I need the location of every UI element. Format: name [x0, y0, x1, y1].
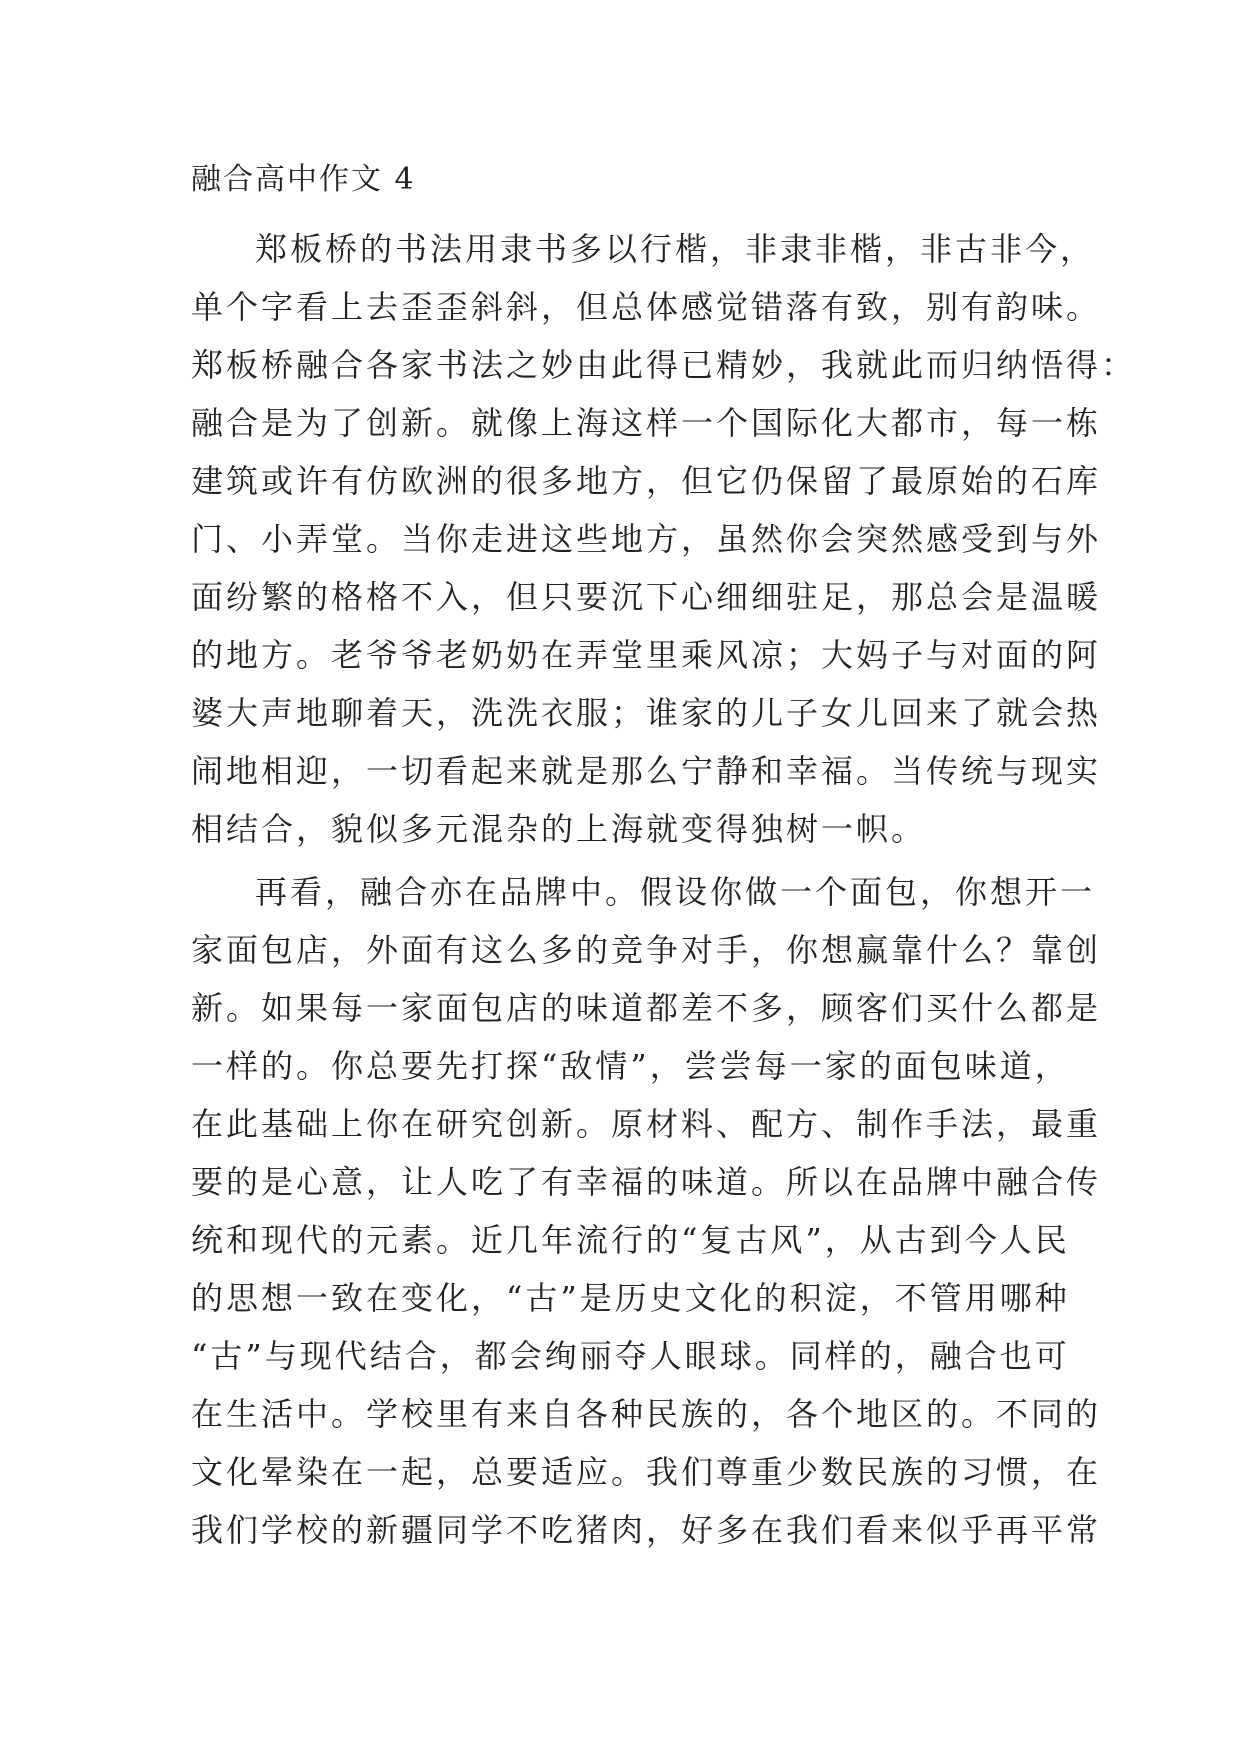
- text-line: 统和现代的元素。近几年流行的“复古风”，从古到今人民: [191, 1221, 1070, 1259]
- text-line: 建筑或许有仿欧洲的很多地方，但它仍保留了最原始的石库: [191, 462, 1102, 500]
- text-line: 相结合，貌似多元混杂的上海就变得独树一帜。: [191, 810, 927, 848]
- text-line: 要的是心意，让人吃了有幸福的味道。所以在品牌中融合传: [191, 1163, 1102, 1201]
- document-title: 融合高中作文 4: [191, 162, 416, 197]
- document-body: [191, 220, 1137, 1559]
- text-line: 融合是为了创新。就像上海这样一个国际化大都市，每一栋: [191, 404, 1102, 442]
- text-line: 婆大声地聊着天，洗洗衣服；谁家的儿子女儿回来了就会热: [191, 694, 1102, 732]
- paragraph-1: [191, 220, 1137, 858]
- text-line: 的思想一致在变化，“古”是历史文化的积淀，不管用哪种: [191, 1279, 1070, 1317]
- text-line: 新。如果每一家面包店的味道都差不多，顾客们买什么都是: [191, 989, 1102, 1027]
- text-line: 家面包店，外面有这么多的竞争对手，你想赢靠什么？靠创: [191, 931, 1102, 969]
- text-line: 一样的。你总要先打探“敌情”，尝尝每一家的面包味道，: [191, 1047, 1070, 1085]
- text-line: 郑板桥的书法用隶书多以行楷，非隶非楷，非古非今，: [255, 230, 1096, 268]
- text-line: 闹地相迎，一切看起来就是那么宁静和幸福。当传统与现实: [191, 752, 1102, 790]
- text-line: “古”与现代结合，都会绚丽夺人眼球。同样的，融合也可: [191, 1337, 1070, 1375]
- paragraph-2: [191, 863, 1102, 1559]
- text-line: 面纷繁的格格不入，但只要沉下心细细驻足，那总会是温暖: [191, 578, 1102, 616]
- text-line: 郑板桥融合各家书法之妙由此得已精妙，我就此而归纳悟得：: [191, 346, 1137, 384]
- text-line: 在此基础上你在研究创新。原材料、配方、制作手法，最重: [191, 1105, 1102, 1143]
- text-line: 在生活中。学校里有来自各种民族的，各个地区的。不同的: [191, 1395, 1102, 1433]
- text-line: 文化晕染在一起，总要适应。我们尊重少数民族的习惯，在: [191, 1453, 1102, 1491]
- text-line: 门、小弄堂。当你走进这些地方，虽然你会突然感受到与外: [191, 520, 1102, 558]
- text-line: 再看，融合亦在品牌中。假设你做一个面包，你想开一: [255, 873, 1096, 911]
- text-line: 的地方。老爷爷老奶奶在弄堂里乘风凉；大妈子与对面的阿: [191, 636, 1102, 674]
- text-line: 单个字看上去歪歪斜斜，但总体感觉错落有致，别有韵味。: [191, 288, 1102, 326]
- text-line: 我们学校的新疆同学不吃猪肉，好多在我们看来似乎再平常: [191, 1511, 1102, 1549]
